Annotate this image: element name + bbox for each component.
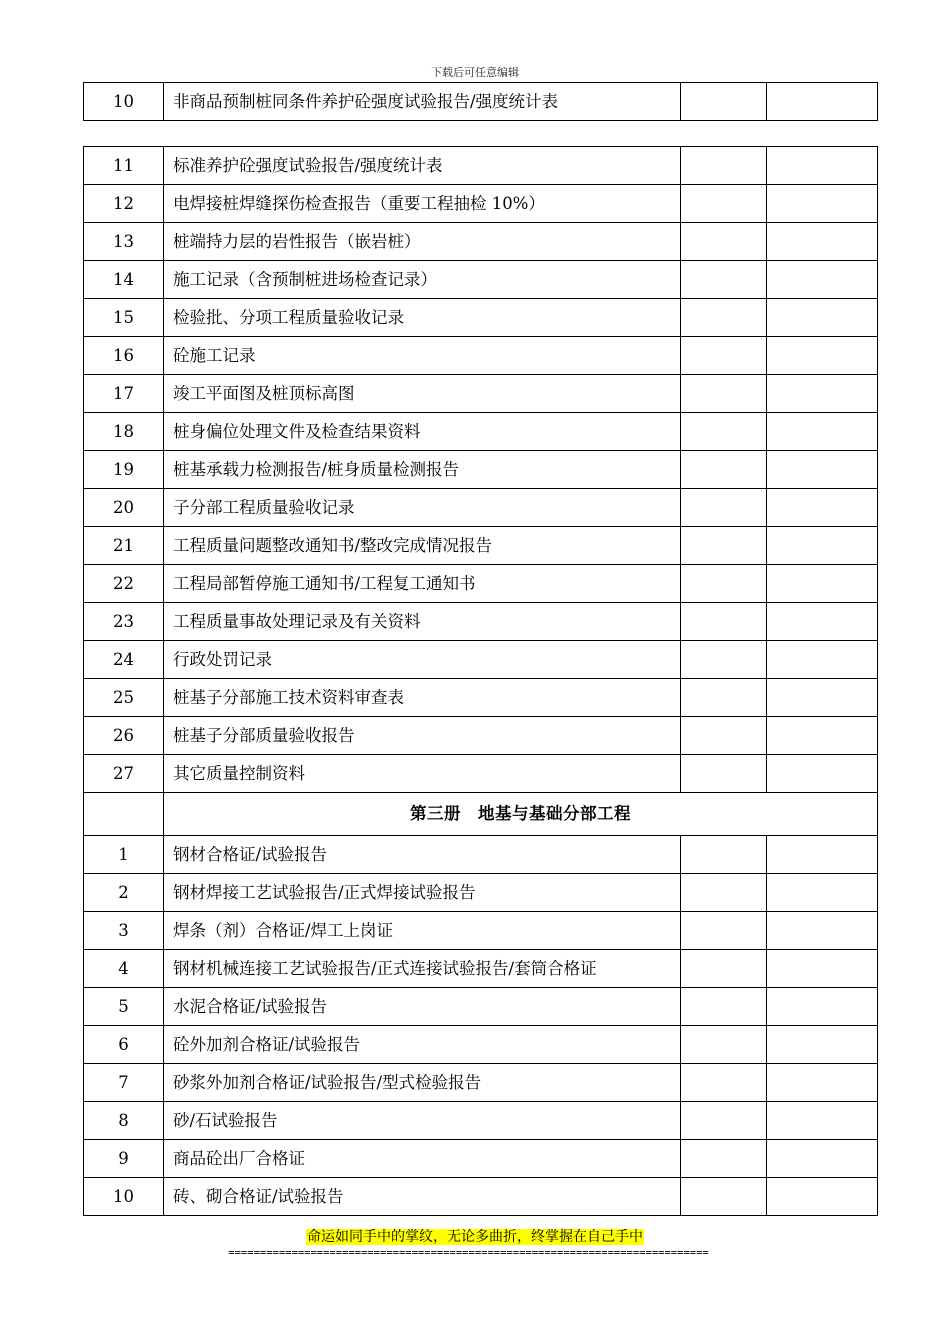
header-note: 下载后可任意编辑 [431,66,519,79]
row-number: 21 [84,527,164,565]
blank-cell [681,1102,767,1140]
blank-cell [84,793,164,836]
table-row [84,261,878,299]
row-item: 工程质量问题整改通知书/整改完成情况报告 [164,527,681,565]
row-number: 5 [84,988,164,1026]
table-row [84,755,878,793]
blank-cell [767,83,878,121]
blank-cell [681,717,767,755]
blank-cell [681,755,767,793]
row-number: 3 [84,912,164,950]
table-row [84,83,878,121]
row-item: 桩基子分部施工技术资料审查表 [164,679,681,717]
row-number: 8 [84,1102,164,1140]
row-item: 桩端持力层的岩性报告（嵌岩桩） [164,223,681,261]
row-item: 标准养护砼强度试验报告/强度统计表 [164,147,681,185]
table-row [84,451,878,489]
blank-cell [767,489,878,527]
blank-cell [767,679,878,717]
blank-cell [681,223,767,261]
table-row [84,988,878,1026]
blank-cell [681,489,767,527]
blank-cell [681,1140,767,1178]
table-row [84,912,878,950]
row-item: 非商品预制桩同条件养护砼强度试验报告/强度统计表 [164,83,681,121]
table-row [84,413,878,451]
row-number: 7 [84,1064,164,1102]
table-row [84,337,878,375]
blank-cell [767,413,878,451]
row-item: 桩基承载力检测报告/桩身质量检测报告 [164,451,681,489]
blank-cell [767,912,878,950]
blank-cell [681,185,767,223]
row-item: 施工记录（含预制桩进场检查记录） [164,261,681,299]
blank-cell [681,451,767,489]
blank-cell [767,988,878,1026]
blank-cell [681,950,767,988]
row-item: 桩基子分部质量验收报告 [164,717,681,755]
row-number: 25 [84,679,164,717]
blank-cell [767,337,878,375]
row-item: 钢材焊接工艺试验报告/正式焊接试验报告 [164,874,681,912]
row-item: 工程质量事故处理记录及有关资料 [164,603,681,641]
row-item: 砼施工记录 [164,337,681,375]
row-item: 钢材合格证/试验报告 [164,836,681,874]
footer-quote [0,1228,950,1246]
row-number: 4 [84,950,164,988]
row-item: 砂/石试验报告 [164,1102,681,1140]
blank-cell [767,836,878,874]
blank-cell [681,1178,767,1216]
blank-cell [681,1064,767,1102]
row-number: 9 [84,1140,164,1178]
blank-cell [767,185,878,223]
blank-cell [767,299,878,337]
footer-divider: ============================================================================ [228,1247,709,1259]
blank-cell [681,375,767,413]
blank-cell [767,1064,878,1102]
table-row [84,223,878,261]
footer-quote-text: 命运如同手中的掌纹，无论多曲折，终掌握在自己手中 [307,1229,643,1245]
blank-cell [681,527,767,565]
row-number: 16 [84,337,164,375]
blank-cell [767,1140,878,1178]
blank-cell [767,451,878,489]
row-number: 1 [84,836,164,874]
row-item: 竣工平面图及桩顶标高图 [164,375,681,413]
blank-cell [681,413,767,451]
blank-cell [767,375,878,413]
blank-cell [681,565,767,603]
row-item: 工程局部暂停施工通知书/工程复工通知书 [164,565,681,603]
blank-cell [767,261,878,299]
row-number: 14 [84,261,164,299]
table-row [84,717,878,755]
row-number: 24 [84,641,164,679]
blank-cell [681,836,767,874]
row-item: 砖、砌合格证/试验报告 [164,1178,681,1216]
table-row [84,603,878,641]
row-item: 桩身偏位处理文件及检查结果资料 [164,413,681,451]
row-number: 23 [84,603,164,641]
table-row [84,565,878,603]
table-row [84,679,878,717]
blank-cell [767,1178,878,1216]
row-item: 子分部工程质量验收记录 [164,489,681,527]
row-number: 17 [84,375,164,413]
document-table-top [83,82,878,121]
row-item: 其它质量控制资料 [164,755,681,793]
blank-cell [767,223,878,261]
table-row [84,1026,878,1064]
table-row [84,1178,878,1216]
section-title: 第三册 地基与基础分部工程 [164,793,878,836]
table-row [84,1140,878,1178]
row-item: 砂浆外加剂合格证/试验报告/型式检验报告 [164,1064,681,1102]
table-row [84,1102,878,1140]
blank-cell [767,755,878,793]
blank-cell [767,565,878,603]
table-row [84,375,878,413]
blank-cell [681,641,767,679]
row-item: 焊条（剂）合格证/焊工上岗证 [164,912,681,950]
row-item: 砼外加剂合格证/试验报告 [164,1026,681,1064]
blank-cell [767,641,878,679]
section-header-row [84,793,878,836]
blank-cell [681,83,767,121]
row-item: 检验批、分项工程质量验收记录 [164,299,681,337]
row-item: 电焊接桩焊缝探伤检查报告（重要工程抽检 10%） [164,185,681,223]
row-item: 商品砼出厂合格证 [164,1140,681,1178]
blank-cell [767,1102,878,1140]
table-row [84,874,878,912]
table-row [84,641,878,679]
row-number: 27 [84,755,164,793]
row-number: 12 [84,185,164,223]
blank-cell [681,603,767,641]
blank-cell [681,912,767,950]
document-table-main [83,146,878,1216]
row-number: 18 [84,413,164,451]
row-item: 行政处罚记录 [164,641,681,679]
blank-cell [767,950,878,988]
blank-cell [767,717,878,755]
row-number: 10 [84,83,164,121]
table-row [84,1064,878,1102]
row-number: 26 [84,717,164,755]
table-row [84,836,878,874]
row-item: 钢材机械连接工艺试验报告/正式连接试验报告/套筒合格证 [164,950,681,988]
blank-cell [681,299,767,337]
blank-cell [767,1026,878,1064]
row-number: 15 [84,299,164,337]
blank-cell [681,147,767,185]
table-row [84,950,878,988]
blank-cell [681,874,767,912]
row-number: 22 [84,565,164,603]
blank-cell [681,988,767,1026]
table-row [84,147,878,185]
table-row [84,299,878,337]
table-row [84,185,878,223]
row-number: 19 [84,451,164,489]
row-number: 20 [84,489,164,527]
blank-cell [681,679,767,717]
row-item: 水泥合格证/试验报告 [164,988,681,1026]
blank-cell [681,261,767,299]
row-number: 10 [84,1178,164,1216]
row-number: 11 [84,147,164,185]
blank-cell [681,1026,767,1064]
row-number: 6 [84,1026,164,1064]
blank-cell [767,603,878,641]
blank-cell [767,874,878,912]
blank-cell [767,147,878,185]
blank-cell [767,527,878,565]
table-row [84,527,878,565]
blank-cell [681,337,767,375]
row-number: 13 [84,223,164,261]
table-row [84,489,878,527]
row-number: 2 [84,874,164,912]
